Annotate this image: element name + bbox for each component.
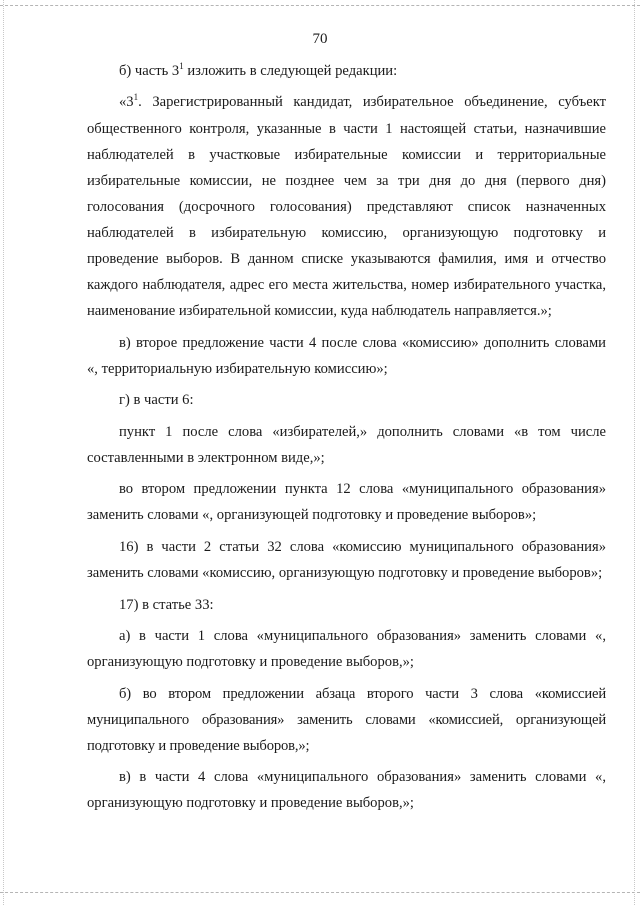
document-body	[87, 58, 606, 822]
superscript: 1	[179, 61, 184, 71]
scan-bottom-edge	[0, 892, 640, 893]
paragraph-point-1: пункт 1 после слова «избирателей,» дополнить словами «в том числе составленными в электронном виде,»;	[87, 423, 606, 466]
paragraph-item-17: 17) в статье 33:	[119, 596, 214, 613]
scan-left-edge	[3, 0, 4, 905]
superscript: 1	[133, 92, 139, 103]
paragraph-item-17-b: б) во втором предложении абзаца второго части 3 слова «комиссией муниципального образования» заменить словами «комиссией, организующей подготовку и проведение выборов,»;	[87, 685, 606, 754]
paragraph-item-17-v: в) в части 4 слова «муниципального образования» заменить словами «, организующую подготовку и проведение выборов,»;	[87, 769, 606, 812]
scan-top-edge	[0, 5, 640, 6]
paragraph-item-17-a: а) в части 1 слова «муниципального образования» заменить словами «, организующую подготовку и проведение выборов,»;	[87, 628, 606, 671]
paragraph-amend-part-3-1: б) часть $3^1$ изложить в следующей редакции:	[119, 61, 398, 79]
paragraph-point-12: во втором предложении пункта 12 слова «муниципального образования» заменить словами «, организующей подготовку и проведение выборов»;	[87, 481, 606, 524]
paragraph-item-g: г) в части 6:	[119, 392, 194, 409]
page-number: 70	[312, 31, 328, 47]
paragraph-item-16: 16) в части 2 статьи 32 слова «комиссию муниципального образования» заменить словами «комиссию, организующую подготовку и проведение выборов»;	[87, 538, 606, 582]
paragraph-new-text-part-3-1: «$3^1$. Зарегистрированный кандидат, избирательное объединение, субъект общественного контроля, указанные в части 1 настоящей статьи, назначившие наблюдателей в участковые избирательные комиссии и территориальные избирательные комиссии, не позднее чем за три дня до дня (первого дня) голосования (досрочного голосования) представляют список назначенных наблюдателей в избирательную комиссию, организующую подготовку и проведение выборов. В данном списке указываются фамилия, имя и отчество каждого наблюдателя, адрес его места жительства, номер избирательного участка, наименование избирательной комиссии, куда наблюдатель направляется.»;	[87, 92, 606, 320]
paragraph-item-v: в) второе предложение части 4 после слова «комиссию» дополнить словами «, территориальную избирательную комиссию»;	[87, 334, 606, 377]
scan-right-edge	[634, 0, 635, 905]
